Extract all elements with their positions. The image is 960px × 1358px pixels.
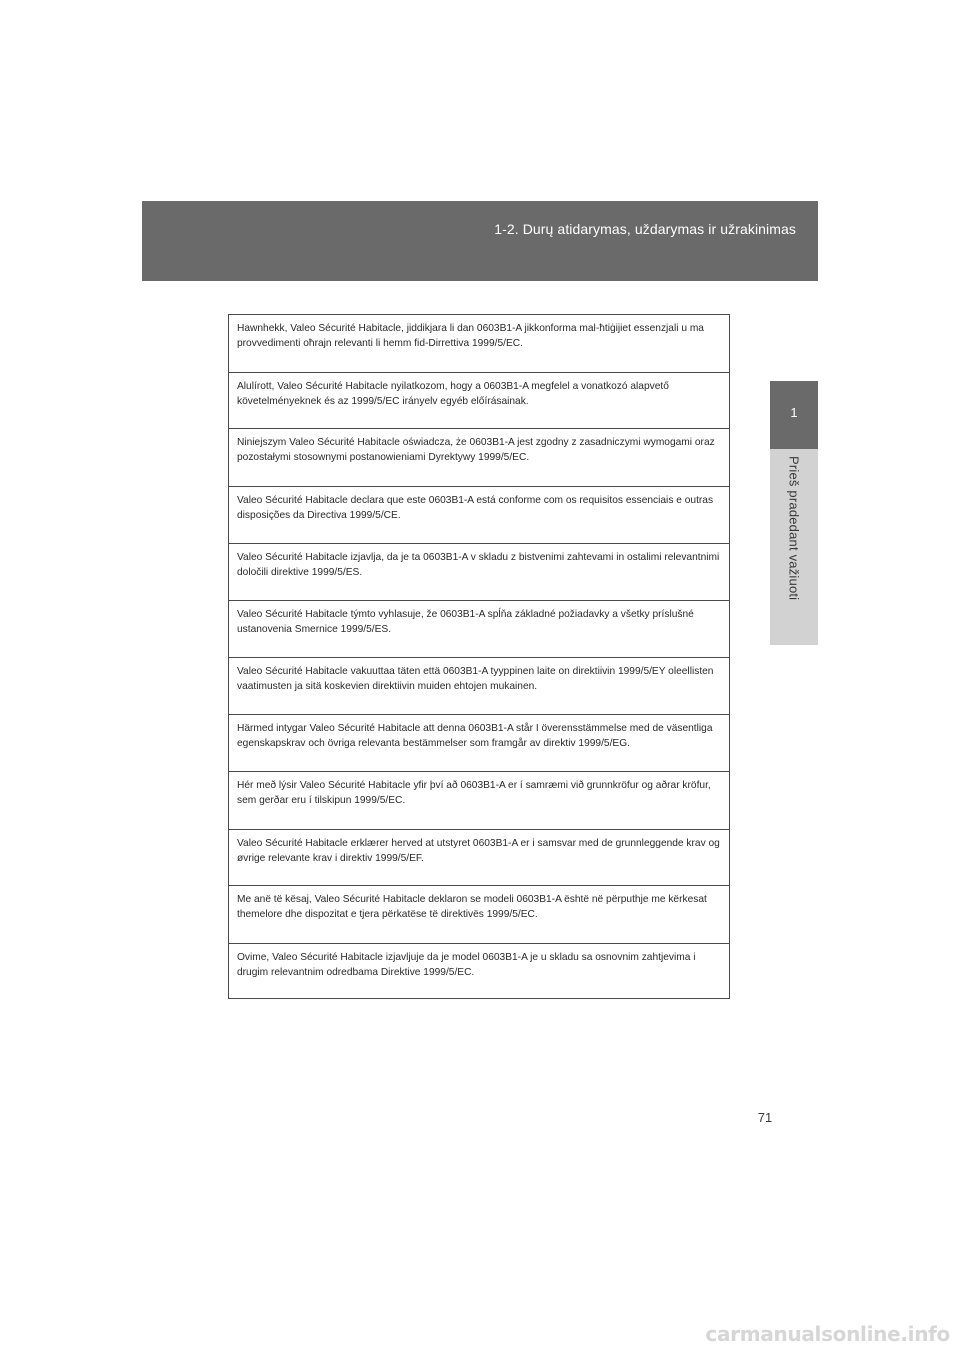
declaration-row-finnish: Valeo Sécurité Habitacle vakuuttaa täten että 0603B1-A tyyppinen laite on direktiivin 1999/5/EY oleellisten vaatimusten ja sitä koskevien direktiivin muiden ehtojen mukainen. [229, 658, 729, 715]
declaration-table [228, 314, 730, 999]
declaration-row-swedish: Härmed intygar Valeo Sécurité Habitacle att denna 0603B1-A står I överensstämmelse med de väsentliga egenskapskrav och övriga relevanta bestämmelser som framgår av direktiv 1999/5/EG. [229, 715, 729, 772]
chapter-number: 1 [790, 405, 798, 420]
declaration-row-norwegian: Valeo Sécurité Habitacle erklærer herved at utstyret 0603B1-A er i samsvar med de grunnleggende krav og øvrige relevante krav i direktiv 1999/5/EF. [229, 830, 729, 886]
section-header-band [142, 201, 818, 281]
declaration-row-albanian: Me anë të kësaj, Valeo Sécurité Habitacle deklaron se modeli 0603B1-A është në përputhje me kërkesat themelore dhe dispozitat e tjera përkatëse të direktivës 1999/5/EC. [229, 886, 729, 944]
declaration-row-icelandic: Hér með lýsir Valeo Sécurité Habitacle yfir því að 0603B1-A er í samræmi við grunnkröfur og aðrar kröfur, sem gerðar eru í tilskipun 1999/5/EC. [229, 772, 729, 830]
declaration-row-slovak: Valeo Sécurité Habitacle týmto vyhlasuje, že 0603B1-A spĺňa základné požiadavky a všetky príslušné ustanovenia Smernice 1999/5/ES. [229, 601, 729, 658]
declaration-row-maltese: Hawnhekk, Valeo Sécurité Habitacle, jiddikjara li dan 0603B1-A jikkonforma mal-ħtiġijiet essenzjali u ma provvedimenti oħrajn relevanti li hemm fid-Dirrettiva 1999/5/EC. [229, 315, 729, 373]
page-number: 71 [757, 1110, 773, 1125]
declaration-row-portuguese: Valeo Sécurité Habitacle declara que este 0603B1-A está conforme com os requisitos essenciais e outras disposições da Directiva 1999/5/CE. [229, 487, 729, 544]
declaration-row-croatian: Ovime, Valeo Sécurité Habitacle izjavljuje da je model 0603B1-A je u skladu sa osnovnim zahtjevima i drugim relevantnim odredbama Direktive 1999/5/EC. [237, 952, 696, 978]
section-title: 1-2. Durų atidarymas, uždarymas ir užrakinimas [494, 221, 796, 237]
chapter-tab-number-block [770, 381, 818, 449]
declaration-row-hungarian: Alulírott, Valeo Sécurité Habitacle nyilatkozom, hogy a 0603B1-A megfelel a vonatkozó alapvető követelményeknek és az 1999/5/EC irányelv egyéb előírásainak. [229, 373, 729, 429]
watermark-logo: carmanualsonline.info [705, 1322, 950, 1346]
declaration-row-slovenian: Valeo Sécurité Habitacle izjavlja, da je ta 0603B1-A v skladu z bistvenimi zahtevami in ostalimi relevantnimi določili direktive 1999/5/ES. [229, 544, 729, 601]
chapter-label: Prieš pradedant važiuoti [786, 456, 802, 601]
declaration-row-polish: Niniejszym Valeo Sécurité Habitacle oświadcza, że 0603B1-A jest zgodny z zasadniczymi wymogami oraz pozostałymi stosownymi postanowieniami Dyrektywy 1999/5/EC. [229, 429, 729, 487]
chapter-tab-label-block [770, 449, 818, 645]
